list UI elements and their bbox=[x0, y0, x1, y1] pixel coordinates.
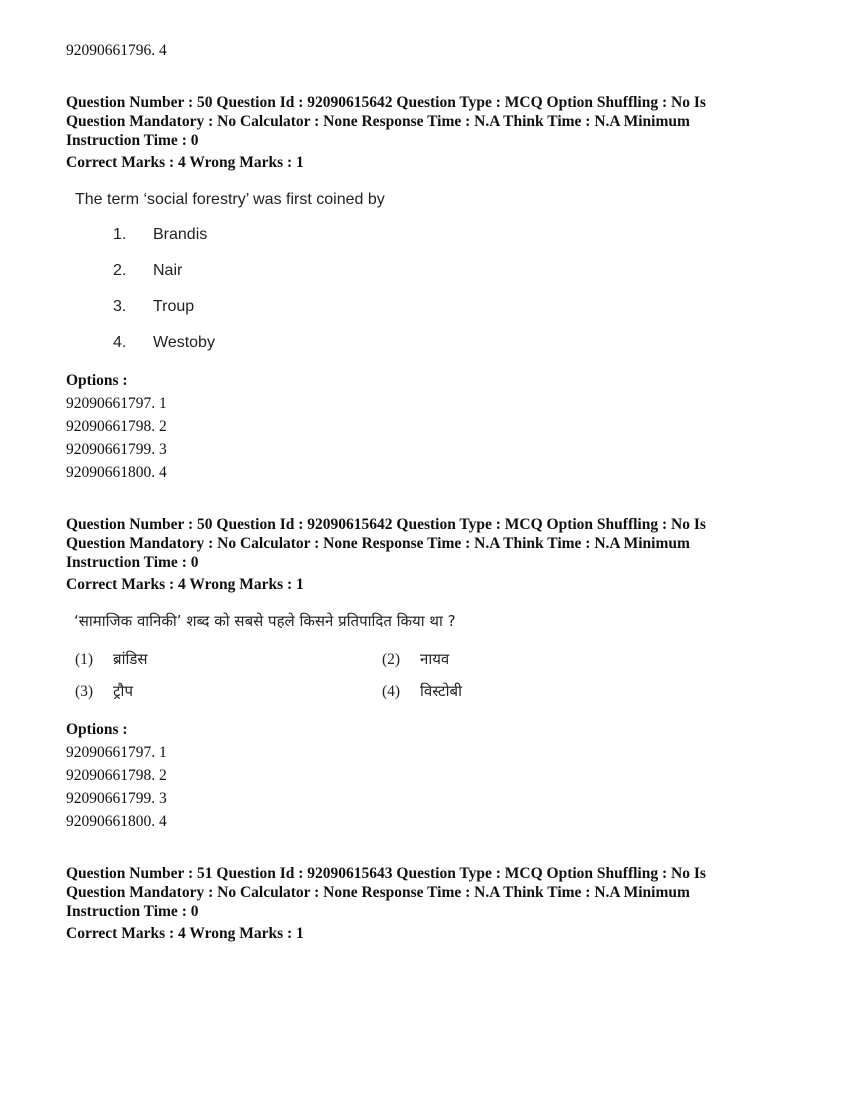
q50-hi-header-line-2: Question Mandatory : No Calculator : None Response Time : N.A Think Time : N.A Minimum bbox=[66, 535, 690, 552]
option-id-line: 92090661799. 3 bbox=[66, 441, 167, 458]
q51-marks: Correct Marks : 4 Wrong Marks : 1 bbox=[66, 925, 304, 942]
q51-header-line-1: Question Number : 51 Question Id : 92090615643 Question Type : MCQ Option Shuffling : No Is bbox=[66, 865, 706, 882]
choice-number: (2) bbox=[382, 651, 401, 668]
option-id-line: 92090661797. 1 bbox=[66, 744, 167, 761]
choice-text: Nair bbox=[153, 262, 183, 279]
q51-header bbox=[66, 864, 706, 921]
choice-number: 3. bbox=[113, 298, 127, 315]
option-id-line: 92090661800. 4 bbox=[66, 464, 167, 481]
option-id-line: 92090661799. 3 bbox=[66, 790, 167, 807]
choice-number: 1. bbox=[113, 226, 127, 243]
choice-item bbox=[382, 681, 462, 701]
choice-number: (4) bbox=[382, 683, 401, 700]
choice-text: Troup bbox=[153, 298, 195, 315]
q50-hi-marks: Correct Marks : 4 Wrong Marks : 1 bbox=[66, 576, 304, 593]
q51-header-line-3: Instruction Time : 0 bbox=[66, 903, 199, 920]
choice-number: (1) bbox=[75, 651, 94, 668]
choice-number: 4. bbox=[113, 334, 127, 351]
q50-en-marks: Correct Marks : 4 Wrong Marks : 1 bbox=[66, 154, 304, 171]
q50-en-question-text: The term ‘social forestry’ was first coined by bbox=[75, 191, 385, 208]
choice-text: ट्रौप bbox=[113, 682, 133, 700]
q50-en-header bbox=[66, 93, 706, 150]
q50-hi-header bbox=[66, 515, 706, 572]
q50-hi-header-line-3: Instruction Time : 0 bbox=[66, 554, 199, 571]
q50-en-options-label: Options : bbox=[66, 372, 128, 389]
previous-option-line: 92090661796. 4 bbox=[66, 42, 167, 59]
option-id-line: 92090661798. 2 bbox=[66, 418, 167, 435]
q50-hi-options-label: Options : bbox=[66, 721, 128, 738]
option-id-line: 92090661798. 2 bbox=[66, 767, 167, 784]
choice-item bbox=[75, 649, 148, 669]
q50-hi-header-line-1: Question Number : 50 Question Id : 92090615642 Question Type : MCQ Option Shuffling : No Is bbox=[66, 516, 706, 533]
q50-en-header-line-2: Question Mandatory : No Calculator : None Response Time : N.A Think Time : N.A Minimum bbox=[66, 113, 690, 130]
choice-text: Brandis bbox=[153, 226, 208, 243]
q50-en-header-line-3: Instruction Time : 0 bbox=[66, 132, 199, 149]
q50-hi-question-text: ‘सामाजिक वानिकी’ शब्द को सबसे पहले किसने प्रतिपादित किया था ? bbox=[74, 612, 456, 630]
q50-en-options-list bbox=[66, 392, 167, 484]
option-id-line: 92090661800. 4 bbox=[66, 813, 167, 830]
choice-number: 2. bbox=[113, 262, 127, 279]
q51-header-line-2: Question Mandatory : No Calculator : None Response Time : N.A Think Time : N.A Minimum bbox=[66, 884, 690, 901]
choice-item bbox=[382, 649, 449, 669]
choice-item bbox=[75, 681, 133, 701]
choice-text: Westoby bbox=[153, 334, 215, 351]
choice-text: ब्रांडिस bbox=[113, 650, 148, 668]
q50-hi-options-list bbox=[66, 741, 167, 833]
choice-number: (3) bbox=[75, 683, 94, 700]
choice-text: विस्टोबी bbox=[420, 682, 462, 700]
choice-text: नायव bbox=[420, 650, 450, 668]
q50-en-header-line-1: Question Number : 50 Question Id : 92090615642 Question Type : MCQ Option Shuffling : No Is bbox=[66, 94, 706, 111]
option-id-line: 92090661797. 1 bbox=[66, 395, 167, 412]
